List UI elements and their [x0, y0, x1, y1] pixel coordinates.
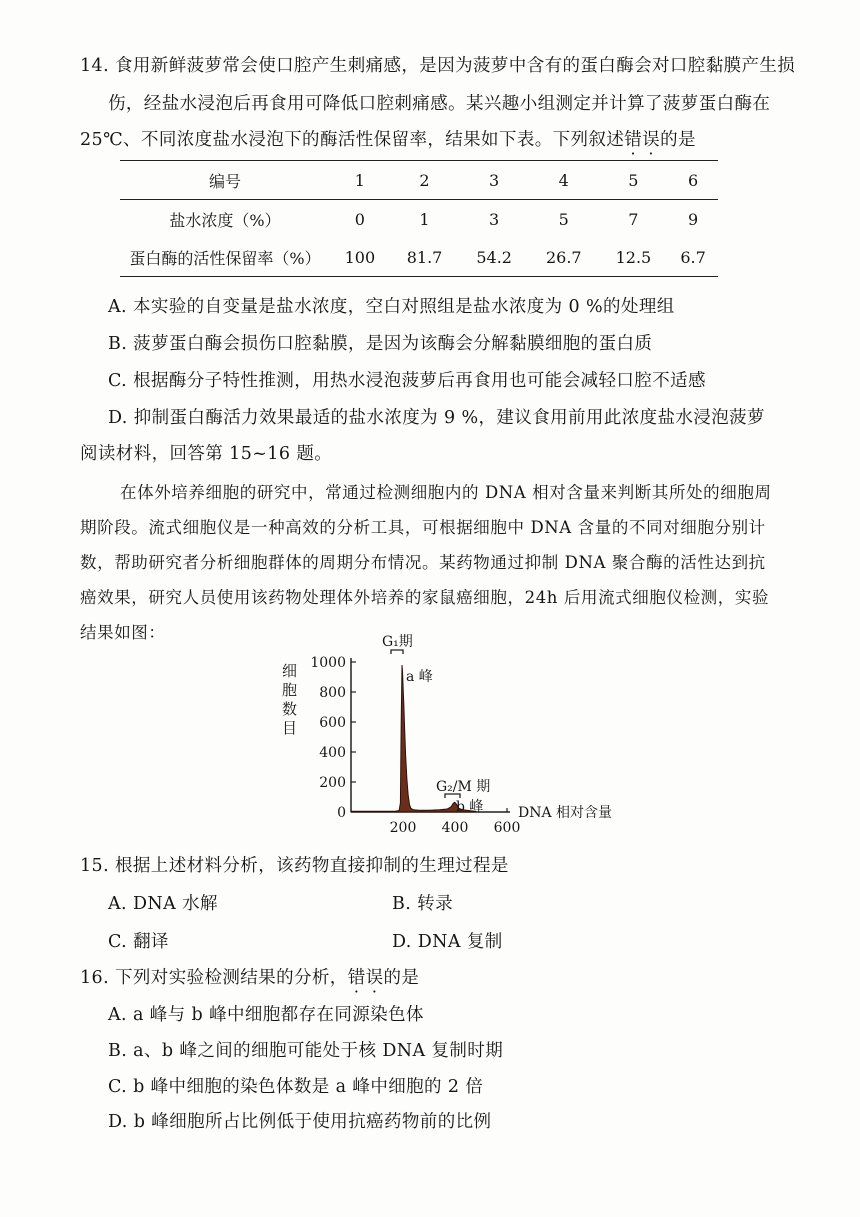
a-peak-label: a 峰 [406, 669, 433, 685]
table-cell: 3 [459, 161, 529, 200]
q16-stem [80, 964, 419, 989]
y-axis-label-char: 数 [282, 700, 298, 718]
table-cell: 3 [489, 209, 500, 229]
reading-intro: 阅读材料，回答第 15~16 题。 [80, 444, 333, 464]
q16-stem-text: 16. 下列对实验检测结果的分析， [80, 968, 348, 988]
emphasis-char-2: 误 [365, 968, 384, 988]
table-cell: 0 [354, 209, 365, 229]
x-tick-label: 200 [389, 820, 417, 836]
q14-option-d: D. 抑制蛋白酶活力效果最适的盐水浓度为 9 %，建议食用前用此浓度盐水浸泡菠萝 [108, 408, 765, 428]
table-cell: 4 [529, 161, 599, 200]
passage-line: 结果如图： [80, 623, 166, 642]
q14-line-1: 14. 食用新鲜菠萝常会使口腔产生刺痛感，是因为菠萝中含有的蛋白酶会对口腔黏膜产生损 [80, 56, 796, 76]
y-tick-label: 0 [337, 805, 346, 821]
q15-option-d: D. DNA 复制 [392, 932, 503, 952]
table-cell: 26.7 [529, 238, 599, 277]
emphasis-char-2: 误 [642, 130, 661, 150]
q14-option-b: B. 菠萝蛋白酶会损伤口腔黏膜，是因为该酶会分解黏膜细胞的蛋白质 [108, 334, 653, 354]
passage-line: 癌效果，研究人员使用该药物处理体外培养的家鼠癌细胞，24h 后用流式细胞仪检测，实验 [80, 588, 770, 607]
passage-line: 在体外培养细胞的研究中，常通过检测细胞内的 DNA 相对含量来判断其所处的细胞周 [120, 483, 772, 502]
q14-line-2: 伤，经盐水浸泡后再食用可降低口腔刺痛感。某兴趣小组测定并计算了菠萝蛋白酶在 [108, 94, 771, 114]
q15-stem: 15. 根据上述材料分析，该药物直接抑制的生理过程是 [80, 856, 509, 876]
enzyme-table [120, 160, 718, 277]
q16-option-d: D. b 峰细胞所占比例低于使用抗癌药物前的比例 [108, 1112, 492, 1132]
q16-option-c: C. b 峰中细胞的染色体数是 a 峰中细胞的 2 倍 [108, 1077, 484, 1097]
flow-cytometry-chart [270, 628, 630, 843]
table-row [120, 161, 718, 200]
q14-line-3-text: 25℃、不同浓度盐水浸泡下的酶活性保留率，结果如下表。下列叙述 [80, 130, 625, 150]
table-cell: 7 [628, 209, 639, 229]
y-axis-label-char: 细 [282, 662, 298, 680]
y-axis-label [282, 662, 297, 737]
y-tick-label: 1000 [310, 655, 346, 671]
table-cell: 100 [330, 238, 390, 277]
table-row [120, 200, 718, 239]
table-cell: 54.2 [459, 238, 529, 277]
x-tick-label: 400 [441, 820, 469, 836]
g2m-label: G₂/M 期 [436, 779, 491, 795]
q14-option-a: A. 本实验的自变量是盐水浓度，空白对照组是盐水浓度为 0 %的处理组 [108, 297, 675, 317]
y-tick-label: 800 [319, 685, 346, 701]
x-tick-label: 600 [493, 820, 521, 836]
table-cell: 5 [599, 161, 669, 200]
table-row [120, 238, 718, 277]
table-cell: 编号 [120, 161, 330, 200]
table-cell: 盐水浓度（%） [169, 210, 281, 230]
table-cell: 6 [668, 161, 718, 200]
b-peak-label: b 峰 [456, 799, 484, 815]
q16-option-b: B. a、b 峰之间的细胞可能处于核 DNA 复制时期 [108, 1041, 504, 1061]
emphasis-char-1: 错 [347, 968, 366, 988]
table-cell: 9 [688, 209, 699, 229]
q14-line-3 [80, 126, 696, 151]
table-cell: 6.7 [668, 238, 718, 277]
y-tick-label: 200 [319, 775, 346, 791]
q15-option-c: C. 翻译 [108, 932, 169, 952]
y-axis-label-char: 胞 [282, 681, 298, 699]
table-cell: 5 [558, 209, 569, 229]
passage-line: 数，帮助研究者分析细胞群体的周期分布情况。某药物通过抑制 DNA 聚合酶的活性达到抗 [80, 553, 766, 572]
q15-option-a: A. DNA 水解 [108, 894, 218, 914]
q16-option-a: A. a 峰与 b 峰中细胞都存在同源染色体 [108, 1005, 424, 1025]
y-axis-label-char: 目 [282, 719, 298, 737]
table-cell: 2 [390, 161, 460, 200]
x-axis-label: DNA 相对含量 [518, 805, 613, 821]
emphasis-char-1: 错 [624, 130, 643, 150]
y-tick-label: 600 [319, 715, 346, 731]
q15-option-b: B. 转录 [392, 894, 453, 914]
table-cell: 1 [419, 209, 430, 229]
q16-stem-end: 的是 [383, 968, 420, 988]
table-cell: 12.5 [599, 238, 669, 277]
g1-label: G₁期 [382, 634, 413, 650]
q14-line-3-end: 的是 [660, 130, 696, 150]
table-cell: 81.7 [390, 238, 460, 277]
passage-line: 期阶段。流式细胞仪是一种高效的分析工具，可根据细胞中 DNA 含量的不同对细胞分别计 [80, 518, 766, 537]
table-cell: 蛋白酶的活性保留率（%） [120, 238, 330, 277]
g1-bracket [391, 650, 403, 654]
q14-option-c: C. 根据酶分子特性推测，用热水浸泡菠萝后再食用也可能会减轻口腔不适感 [108, 371, 706, 391]
table-cell: 1 [330, 161, 390, 200]
y-tick-label: 400 [319, 745, 346, 761]
